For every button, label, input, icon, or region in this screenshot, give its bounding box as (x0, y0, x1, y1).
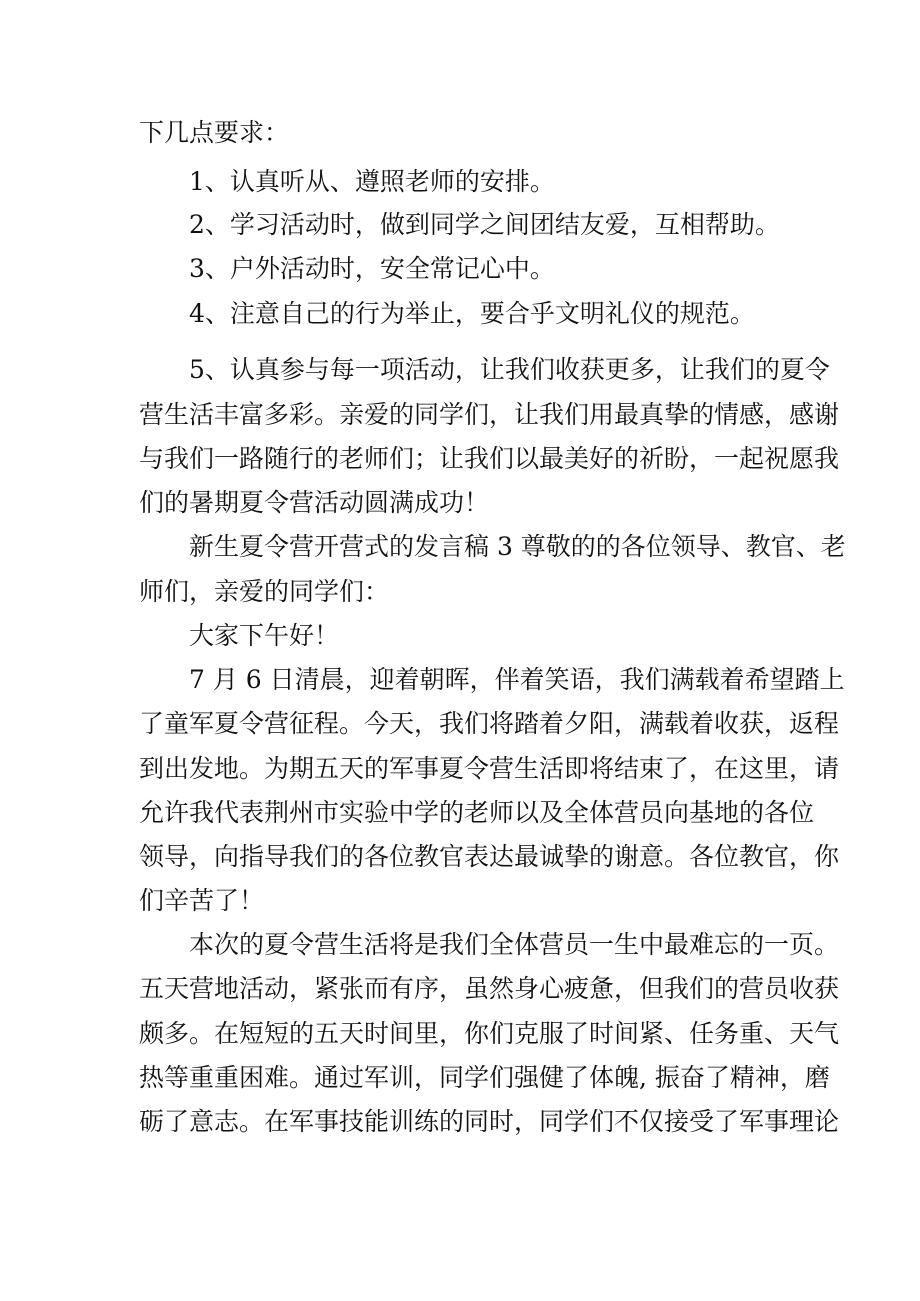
camp-para-line-4: 热等重重困难。通过军训，同学们强健了体魄, 振奋了精神，磨 (139, 1063, 830, 1092)
requirement-3: 3、户外活动时，安全常记心中。 (189, 254, 555, 283)
requirement-1: 1、认真听从、遵照老师的安排。 (189, 167, 555, 196)
july-para-line-1: 7 月 6 日清晨，迎着朝晖，伴着笑语，我们满载着希望踏上 (189, 665, 845, 694)
para5-line-2: 营生活丰富多彩。亲爱的同学们，让我们用最真挚的情感，感谢 (139, 400, 840, 429)
requirement-4: 4、注意自己的行为举止，要合乎文明礼仪的规范。 (189, 299, 755, 328)
intro-tail-line: 下几点要求： (139, 118, 290, 147)
requirement-2: 2、学习活动时，做到同学之间团结友爱，互相帮助。 (189, 210, 780, 239)
para5-line-1: 5、认真参与每一项活动，让我们收获更多，让我们的夏令 (189, 355, 830, 384)
camp-para-line-2: 五天营地活动，紧张而有序，虽然身心疲惫，但我们的营员收获 (139, 974, 840, 1003)
speech3-heading-line-1: 新生夏令营开营式的发言稿 3 尊敬的的各位领导、教官、老 (189, 532, 846, 561)
camp-para-line-5: 砺了意志。在军事技能训练的同时，同学们不仅接受了军事理论 (139, 1107, 840, 1136)
july-para-line-6: 们辛苦了！ (139, 886, 265, 915)
greeting-line: 大家下午好！ (189, 621, 340, 650)
july-para-line-5: 领导，向指导我们的各位教官表达最诚挚的谢意。各位教官，你 (139, 842, 840, 871)
para5-line-3: 与我们一路随行的老师们；让我们以最美好的祈盼，一起祝愿我 (139, 444, 840, 473)
july-para-line-4: 允许我代表荆州市实验中学的老师以及全体营员向基地的各位 (139, 798, 815, 827)
speech3-heading-line-2: 师们，亲爱的同学们： (139, 577, 390, 606)
camp-para-line-3: 颇多。在短短的五天时间里，你们克服了时间紧、任务重、天气 (139, 1019, 840, 1048)
july-para-line-3: 到出发地。为期五天的军事夏令营生活即将结束了，在这里，请 (139, 754, 840, 783)
camp-para-line-1: 本次的夏令营生活将是我们全体营员一生中最难忘的一页。 (189, 930, 840, 959)
para5-line-4: 们的暑期夏令营活动圆满成功！ (139, 488, 490, 517)
july-para-line-2: 了童军夏令营征程。今天，我们将踏着夕阳，满载着收获，返程 (139, 709, 840, 738)
